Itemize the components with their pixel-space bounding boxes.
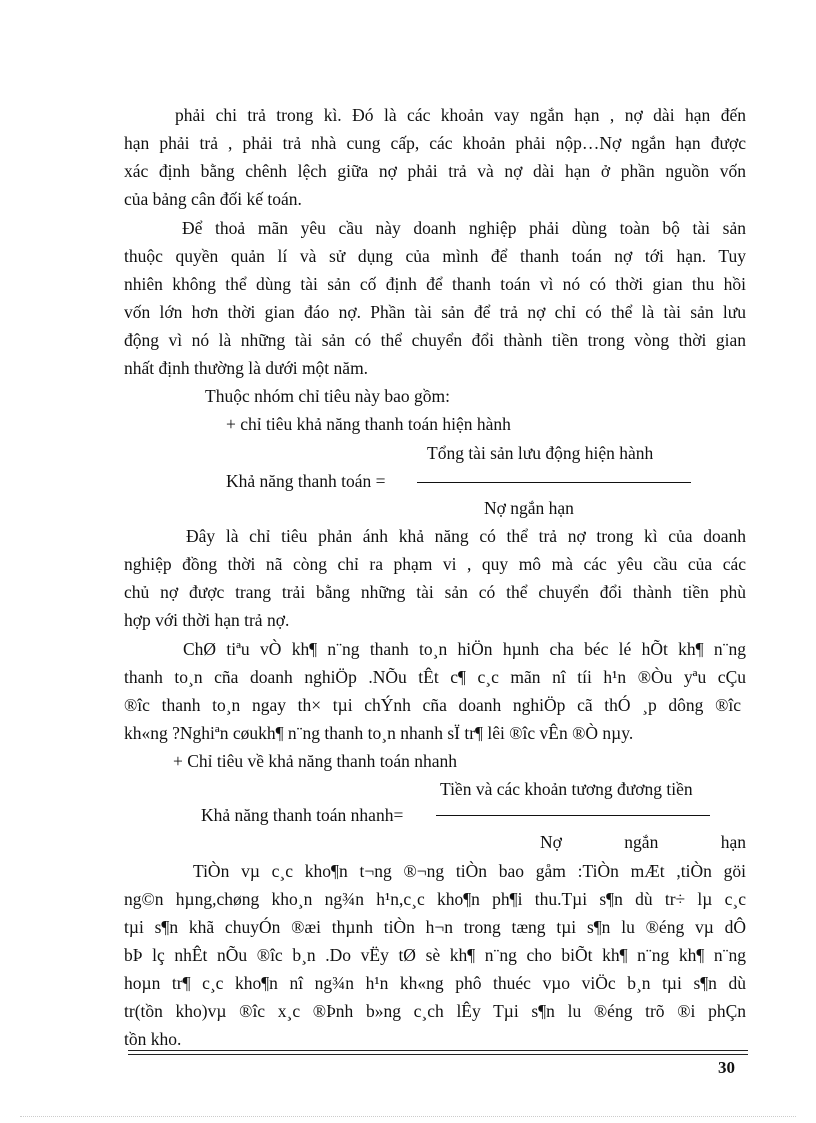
paragraph-5-line-1: TiÒn vµ c¸c kho¶n t¬ng ®¬ng tiÒn bao gåm :TiÒn mÆt ,tiÒn göi (193, 861, 746, 881)
paragraph-4-line-3: ®îc thanh to¸n ngay th× tµi chÝnh cña doanh nghiÖp cã thÓ ¸p dông ®îc (124, 695, 741, 715)
paragraph-3-line-4: hợp với thời hạn trả nợ. (124, 610, 290, 630)
paragraph-5-line-7: tồn kho. (124, 1029, 182, 1049)
paragraph-1-line-3: xác định bằng chênh lệch giữa nợ phải trả và nợ dài hạn ở phần nguồn vốn (124, 161, 746, 181)
paragraph-5-line-6: tr(tồn kho)vµ ®îc x¸c ®Þnh b»ng c¸ch lÊy Tµi s¶n lu ®éng trõ ®i phÇn (124, 1001, 746, 1021)
formula-1-denominator: Nợ ngắn hạn (484, 498, 574, 518)
paragraph-4-line-2: thanh to¸n cña doanh nghiÖp .NÕu tÊt c¶ c¸c mãn nî tíi h¹n ®Òu yªu cÇu (124, 667, 746, 687)
paragraph-1-line-1: phải chi trả trong kì. Đó là các khoản vay ngắn hạn , nợ dài hạn đến (175, 105, 746, 125)
paragraph-3-line-1: Đây là chỉ tiêu phản ánh khả năng có thể trả nợ trong kì của doanh (186, 526, 746, 546)
paragraph-2-line-1: Để thoả mãn yêu cầu này doanh nghiệp phải dùng toàn bộ tài sản (182, 218, 746, 238)
paragraph-3-line-3: chủ nợ được trang trải bằng những tài sản có thể chuyển đổi thành tiền phù (124, 582, 746, 602)
formula-2-lhs: Khả năng thanh toán nhanh= (201, 805, 404, 825)
paragraph-2-line-2: thuộc quyền quản lí và sử dụng của mình để thanh toán nợ tới hạn. Tuy (124, 246, 746, 266)
paragraph-2-line-6: nhất định thường là dưới một năm. (124, 358, 369, 378)
paragraph-1-line-2: hạn phải trả , phải trả nhà cung cấp, các khoản phải nộp…Nợ ngắn hạn được (124, 133, 746, 153)
paragraph-2-line-5: động vì nó là những tài sản có thể chuyển đổi thành tiền trong vòng thời gian (124, 330, 746, 350)
formula-1-numerator: Tổng tài sản lưu động hiện hành (427, 443, 654, 463)
paragraph-2-line-4: vốn lớn hơn thời gian đáo nợ. Phần tài sản để trả nợ chỉ có thể là tài sản lưu (124, 302, 746, 322)
formula-1-fraction-bar (417, 482, 691, 483)
page-number: 30 (718, 1058, 735, 1077)
paragraph-5-line-4: bÞ lç nhÊt nÕu ®îc b¸n .Do vËy tØ sè kh¶ n¨ng cho biÕt kh¶ n¨ng kh¶ n¨ng (124, 945, 746, 965)
indicator-item-2: + Chỉ tiêu về khả năng thanh toán nhanh (173, 751, 457, 771)
paragraph-5-line-3: tµi s¶n khã chuyÓn ®æi thµnh tiÒn h¬n trong tæng tµi s¶n lu ®éng vµ dÔ (124, 917, 746, 937)
indicator-item-1: + chỉ tiêu khả năng thanh toán hiện hành (226, 414, 511, 434)
footer-rule-bottom (128, 1054, 748, 1055)
paragraph-5-line-2: ng©n hµng,chøng kho¸n ng¾n h¹n,c¸c kho¶n ph¶i thu.Tµi s¶n dù tr÷ lµ c¸c (124, 889, 746, 909)
page-bottom-edge (20, 1116, 796, 1117)
paragraph-1-line-4: của bảng cân đối kế toán. (124, 189, 302, 209)
formula-2-numerator: Tiền và các khoản tương đương tiền (440, 779, 693, 799)
paragraph-3-line-2: nghiệp đồng thời nã còng chỉ ra phạm vi , quy mô mà các yêu cầu của các (124, 554, 746, 574)
paragraph-4-line-1: ChØ tiªu vÒ kh¶ n¨ng thanh to¸n hiÖn hµnh cha béc lé hÕt kh¶ n¨ng (183, 639, 746, 659)
formula-2-denominator: Nợ ngắn hạn (540, 832, 746, 852)
formula-1-lhs: Khả năng thanh toán = (226, 471, 386, 491)
paragraph-4-line-4: kh«ng ?Nghiªn cøukh¶ n¨ng thanh to¸n nhanh sÏ tr¶ lêi ®îc vÊn ®Ò nµy. (124, 723, 634, 743)
group-intro: Thuộc nhóm chỉ tiêu này bao gồm: (205, 386, 450, 406)
footer-rule-top (128, 1050, 748, 1051)
formula-2-fraction-bar (436, 815, 710, 816)
paragraph-2-line-3: nhiên không thể dùng tài sản cố định để thanh toán vì nó có thời gian thu hồi (124, 274, 746, 294)
paragraph-5-line-5: hoµn tr¶ c¸c kho¶n nî ng¾n h¹n kh«ng phô thuéc vµo viÖc b¸n tµi s¶n dù (124, 973, 746, 993)
